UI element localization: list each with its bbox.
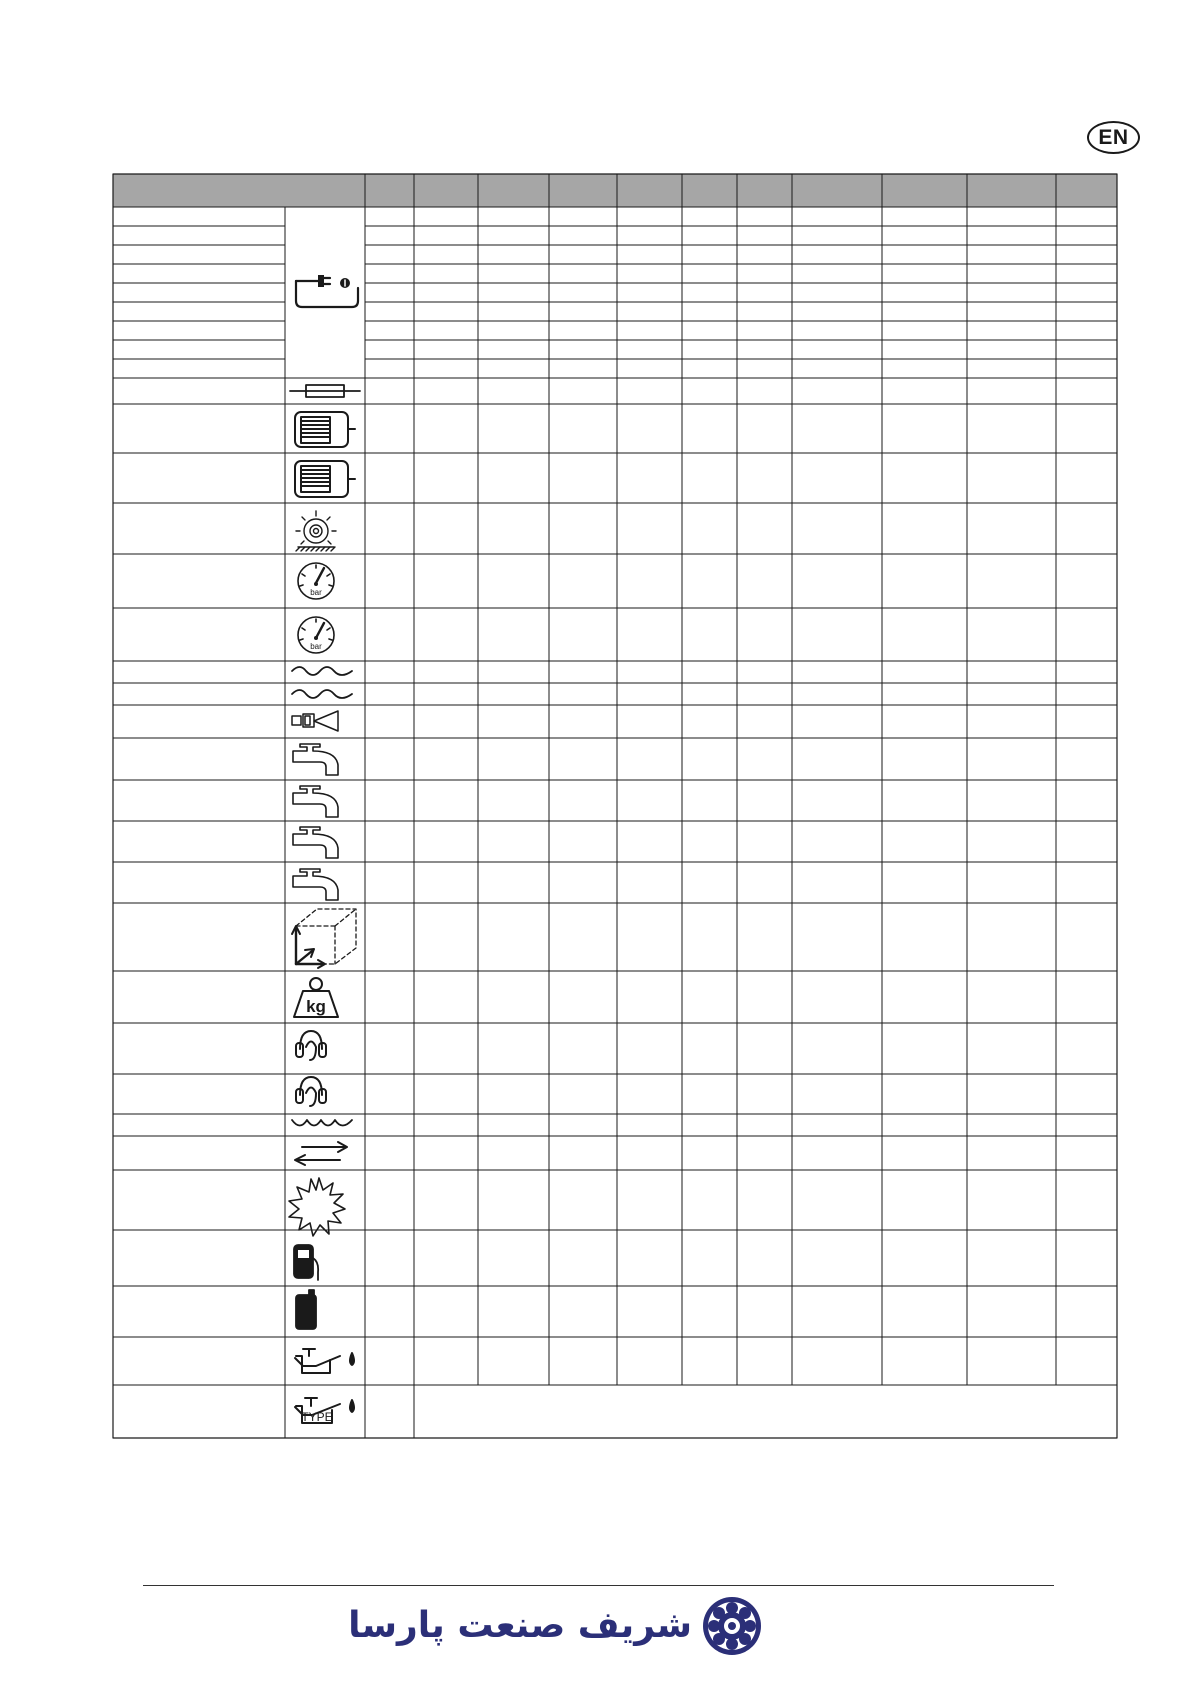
tap-icon [293, 827, 338, 858]
weight-unit-label: kg [306, 997, 326, 1016]
water-flow-icon [292, 690, 352, 698]
burner-icon [289, 1178, 345, 1236]
column-lines [285, 174, 1056, 1438]
motor-icon [295, 412, 355, 447]
vibration-icon [292, 1120, 352, 1126]
footer-brand [348, 1594, 770, 1658]
tap-icon [293, 786, 338, 817]
weight-icon [294, 978, 338, 1017]
brand-name: شریف صنعت پارسا [348, 1605, 692, 1646]
fuse-icon [290, 385, 360, 397]
oil-can-icon [295, 1349, 354, 1373]
tap-icon [293, 744, 338, 775]
power-supply-sub-rows [113, 226, 1117, 359]
fuel-pump-icon [294, 1245, 318, 1280]
gauge-unit-label: bar [310, 642, 322, 651]
table-header-band [113, 174, 1117, 207]
water-flow-icon [292, 667, 352, 676]
table-frame [113, 174, 1117, 1438]
ear-protection-icon [296, 1031, 326, 1060]
reversing-arrows-icon [295, 1142, 347, 1165]
language-badge: EN [1087, 121, 1140, 154]
pressure-gauge-icon [298, 617, 334, 653]
gauge-unit-label: bar [310, 588, 322, 597]
pressure-gauge-icon [298, 563, 334, 599]
nozzle-icon [292, 711, 338, 731]
fuel-tank-icon [296, 1290, 316, 1329]
motor-icon [295, 461, 355, 497]
motor-speed-icon [296, 511, 336, 551]
footer-divider [143, 1585, 1054, 1586]
brand-logo-icon [700, 1594, 764, 1658]
oil-type-icon [295, 1398, 354, 1424]
ear-protection-icon [296, 1077, 326, 1106]
dimensions-icon [292, 909, 356, 968]
tap-icon [293, 869, 338, 900]
row-lines [113, 378, 1117, 1385]
oil-type-label: TYPE [301, 1410, 333, 1424]
power-supply-icon [296, 275, 358, 307]
